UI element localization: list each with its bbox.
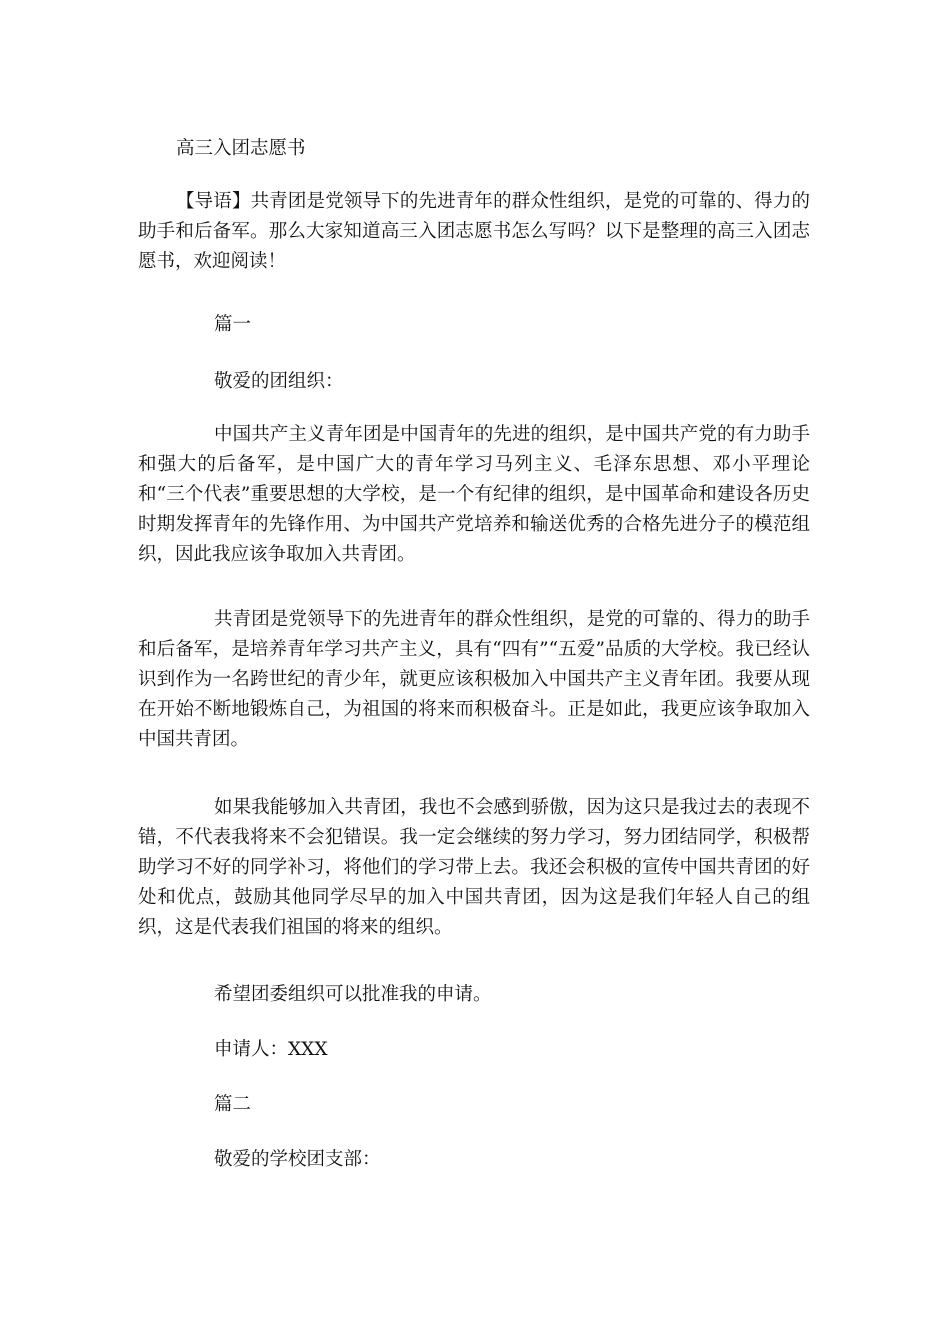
signature-line: 申请人：XXX <box>214 1039 328 1060</box>
body-paragraph-1: 中国共产主义青年团是中国青年的先进的组织，是中国共产党的有力助手和强大的后备军，是中国广大的青年学习马列主义、毛泽东思想、邓小平理论和“三个代表”重要思想的大学校，是一个有纪律的组织，是中国革命和建设各历史时期发挥青年的先锋作用、为中国共产党培养和输送优秀的合格先进分子的模范组织，因此我应该争取加入共青团。 <box>138 424 810 565</box>
body-paragraph-3: 如果我能够加入共青团，我也不会感到骄傲，因为这只是我过去的表现不错，不代表我将来不会犯错误。我一定会继续的努力学习，努力团结同学，积极帮助学习不好的同学补习，将他们的学习带上去。我还会积极的宣传中国共青团的好处和优点，鼓励其他同学尽早的加入中国共青团，因为这是我们年轻人自己的组织，这是代表我们祖国的将来的组织。 <box>138 797 810 938</box>
salutation-2: 敬爱的学校团支部： <box>214 1149 381 1170</box>
closing-line: 希望团委组织可以批准我的申请。 <box>214 984 492 1005</box>
section-heading-2: 篇二 <box>214 1094 252 1115</box>
intro-paragraph: 【导语】共青团是党领导下的先进青年的群众性组织，是党的可靠的、得力的助手和后备军。那么大家知道高三入团志愿书怎么写吗？以下是整理的高三入团志愿书，欢迎阅读！ <box>138 191 810 272</box>
salutation-1: 敬爱的团组织： <box>214 371 344 392</box>
body-paragraph-2: 共青团是党领导下的先进青年的群众性组织，是党的可靠的、得力的助手和后备军，是培养青年学习共产主义，具有“四有”“五爱”品质的大学校。我已经认识到作为一名跨世纪的青少年，就更应该积极加入中国共产主义青年团。我要从现在开始不断地锻炼自己，为祖国的将来而积极奋斗。正是如此，我更应该争取加入中国共青团。 <box>138 609 810 750</box>
document-title: 高三入团志愿书 <box>176 138 306 159</box>
section-heading-1: 篇一 <box>214 314 252 335</box>
